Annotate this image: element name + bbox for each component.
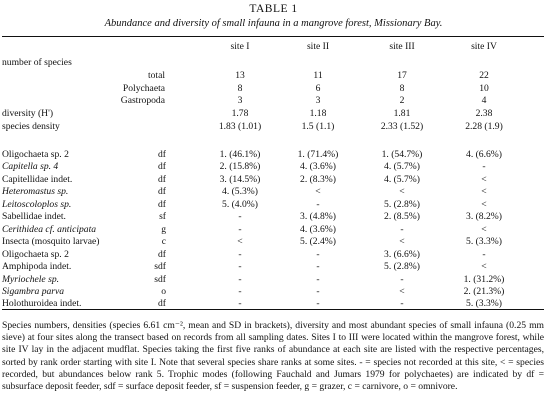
species-value: 4. (5.7%)	[384, 173, 420, 185]
species-value: -	[482, 248, 486, 260]
species-value: -	[238, 261, 242, 273]
species-value: 1. (54.7%)	[381, 149, 423, 160]
species-value: 2. (8.5%)	[384, 211, 420, 223]
species-value: 5. (3.3%)	[466, 298, 502, 310]
species-value: 5. (2.4%)	[300, 236, 336, 248]
summary-value: 6	[315, 83, 321, 94]
species-value: -	[238, 273, 242, 285]
species-value: 4. (5.3%)	[222, 186, 258, 198]
species-value: <	[481, 261, 487, 273]
species-name: Leitoscoloplos sp.	[2, 198, 72, 210]
bottom-rule	[2, 309, 544, 310]
species-value: <	[481, 186, 487, 198]
trophic-mode: df	[158, 149, 166, 160]
species-value: 3. (14.5%)	[219, 173, 261, 185]
summary-value: 1.18	[309, 108, 327, 119]
table-footnote: Species numbers, densities (species 6.61 cm⁻², mean and SD in brackets), diversity and most abundant species of small infauna (0.25 mm sieve) at four sites along the transect based on records from all sampling dates. Sites I to III were located within the mangrove forest, while site IV lay in the adjacent mudflat. Species taking the first five ranks of abundance at each site are listed with the respective percentages, sorted by rank order starting with site I. Note that several species share ranks at some sites. - = species not recorded at this site, < = species recorded, but abundances below rank 5. Trophic modes (following Fauchald and Jumars 1979 for polychaetes) are indicated by df = subsurface deposit feeder, sdf = surface deposit feeder, sf = suspension feeder, g = grazer, c = carnivore, o = omnivore.	[2, 320, 544, 393]
summary-value: 8	[399, 83, 405, 94]
species-value: -	[482, 161, 486, 173]
summary-label: species density	[2, 121, 60, 132]
summary-value: 2.33 (1.52)	[380, 121, 424, 132]
summary-label: Gastropoda	[120, 95, 165, 106]
species-value: 4. (3.6%)	[300, 223, 336, 235]
summary-value: 22	[479, 70, 489, 81]
summary-value: 1.78	[231, 108, 249, 119]
summary-value: 10	[479, 83, 489, 94]
column-header: site II	[306, 41, 330, 52]
trophic-mode: sdf	[154, 273, 166, 285]
summary-value: 4	[481, 95, 487, 106]
species-name: Oligochaeta sp. 2	[2, 149, 69, 160]
summary-value: 2.28 (1.9)	[465, 121, 503, 132]
summary-label: Polychaeta	[122, 83, 165, 94]
summary-value: 11	[313, 70, 323, 81]
trophic-mode: df	[158, 186, 166, 198]
column-header: site III	[389, 41, 415, 52]
summary-value: 2.38	[475, 108, 493, 119]
species-value: <	[315, 186, 321, 198]
species-value: -	[238, 285, 242, 297]
column-header: site IV	[471, 41, 497, 52]
species-value: <	[399, 236, 405, 248]
summary-value: 13	[235, 70, 245, 81]
trophic-mode: sf	[159, 211, 166, 223]
summary-value: 1.81	[393, 108, 411, 119]
trophic-mode: df	[158, 248, 166, 260]
species-value: 4. (5.7%)	[384, 161, 420, 173]
species-value: <	[399, 186, 405, 198]
species-value: 3. (6.6%)	[384, 248, 420, 260]
species-value: 2. (15.8%)	[219, 161, 261, 173]
species-value: -	[316, 285, 320, 297]
species-value: 5. (3.3%)	[466, 236, 502, 248]
species-value: <	[237, 236, 243, 248]
species-name: Heteromastus sp.	[2, 186, 69, 198]
trophic-mode: df	[158, 298, 166, 310]
column-header: site I	[230, 41, 250, 52]
table-subtitle: Abundance and diversity of small infauna in a mangrove forest, Missionary Bay.	[104, 18, 443, 29]
trophic-mode: df	[158, 173, 166, 185]
species-value: 3. (4.8%)	[300, 211, 336, 223]
species-value: <	[481, 198, 487, 210]
summary-value: 1.5 (1.1)	[301, 121, 335, 132]
trophic-mode: df	[158, 161, 166, 173]
summary-label: diversity (H')	[2, 108, 54, 119]
species-value: -	[238, 223, 242, 235]
species-name: Myriochele sp.	[2, 273, 60, 285]
species-value: 5. (2.8%)	[384, 261, 420, 273]
species-name: Sabellidae indet.	[2, 211, 66, 223]
species-value: -	[238, 211, 242, 223]
species-value: 2. (21.3%)	[463, 285, 505, 297]
species-value: <	[481, 223, 487, 235]
species-value: 1. (46.1%)	[219, 149, 261, 160]
top-rule	[2, 36, 544, 37]
summary-label: number of species	[2, 57, 72, 68]
summary-value: 2	[399, 95, 405, 106]
species-value: -	[400, 223, 404, 235]
species-value: 5. (2.8%)	[384, 198, 420, 210]
summary-value: 3	[237, 95, 243, 106]
trophic-mode: c	[161, 236, 166, 248]
species-value: -	[238, 248, 242, 260]
species-value: 1. (71.4%)	[297, 149, 339, 160]
species-value: -	[316, 298, 320, 310]
species-name: Capitella sp. 4	[2, 161, 59, 173]
summary-value: 17	[397, 70, 407, 81]
species-name: Insecta (mosquito larvae)	[2, 236, 100, 248]
table-title: TABLE 1	[249, 3, 298, 15]
species-value: -	[400, 298, 404, 310]
species-value: 2. (8.3%)	[300, 173, 336, 185]
species-name: Amphipoda indet.	[2, 261, 72, 273]
summary-value: 3	[315, 95, 321, 106]
species-value: 3. (8.2%)	[466, 211, 502, 223]
trophic-mode: sdf	[154, 261, 166, 273]
species-name: Cerithidea cf. anticipata	[2, 223, 97, 235]
species-value: <	[481, 173, 487, 185]
species-value: -	[316, 261, 320, 273]
species-value: -	[316, 198, 320, 210]
species-value: -	[316, 273, 320, 285]
trophic-mode: df	[158, 198, 166, 210]
species-value: 5. (4.0%)	[222, 198, 258, 210]
summary-value: 1.83 (1.01)	[218, 121, 262, 132]
trophic-mode: o	[161, 285, 166, 297]
species-value: -	[400, 273, 404, 285]
species-name: Capitellidae indet.	[2, 173, 73, 185]
species-value: 1. (31.2%)	[463, 273, 505, 285]
species-value: 4. (6.6%)	[466, 149, 502, 160]
summary-value: 8	[237, 83, 243, 94]
trophic-mode: g	[161, 223, 166, 235]
species-name: Oligochaeta sp. 2	[2, 248, 69, 260]
species-value: -	[316, 248, 320, 260]
summary-label: total	[147, 70, 165, 81]
species-value: 4. (3.6%)	[300, 161, 336, 173]
species-value: <	[399, 285, 405, 297]
species-value: -	[238, 298, 242, 310]
species-name: Sigambra parva	[2, 285, 65, 297]
species-name: Holothuroidea indet.	[2, 298, 82, 310]
